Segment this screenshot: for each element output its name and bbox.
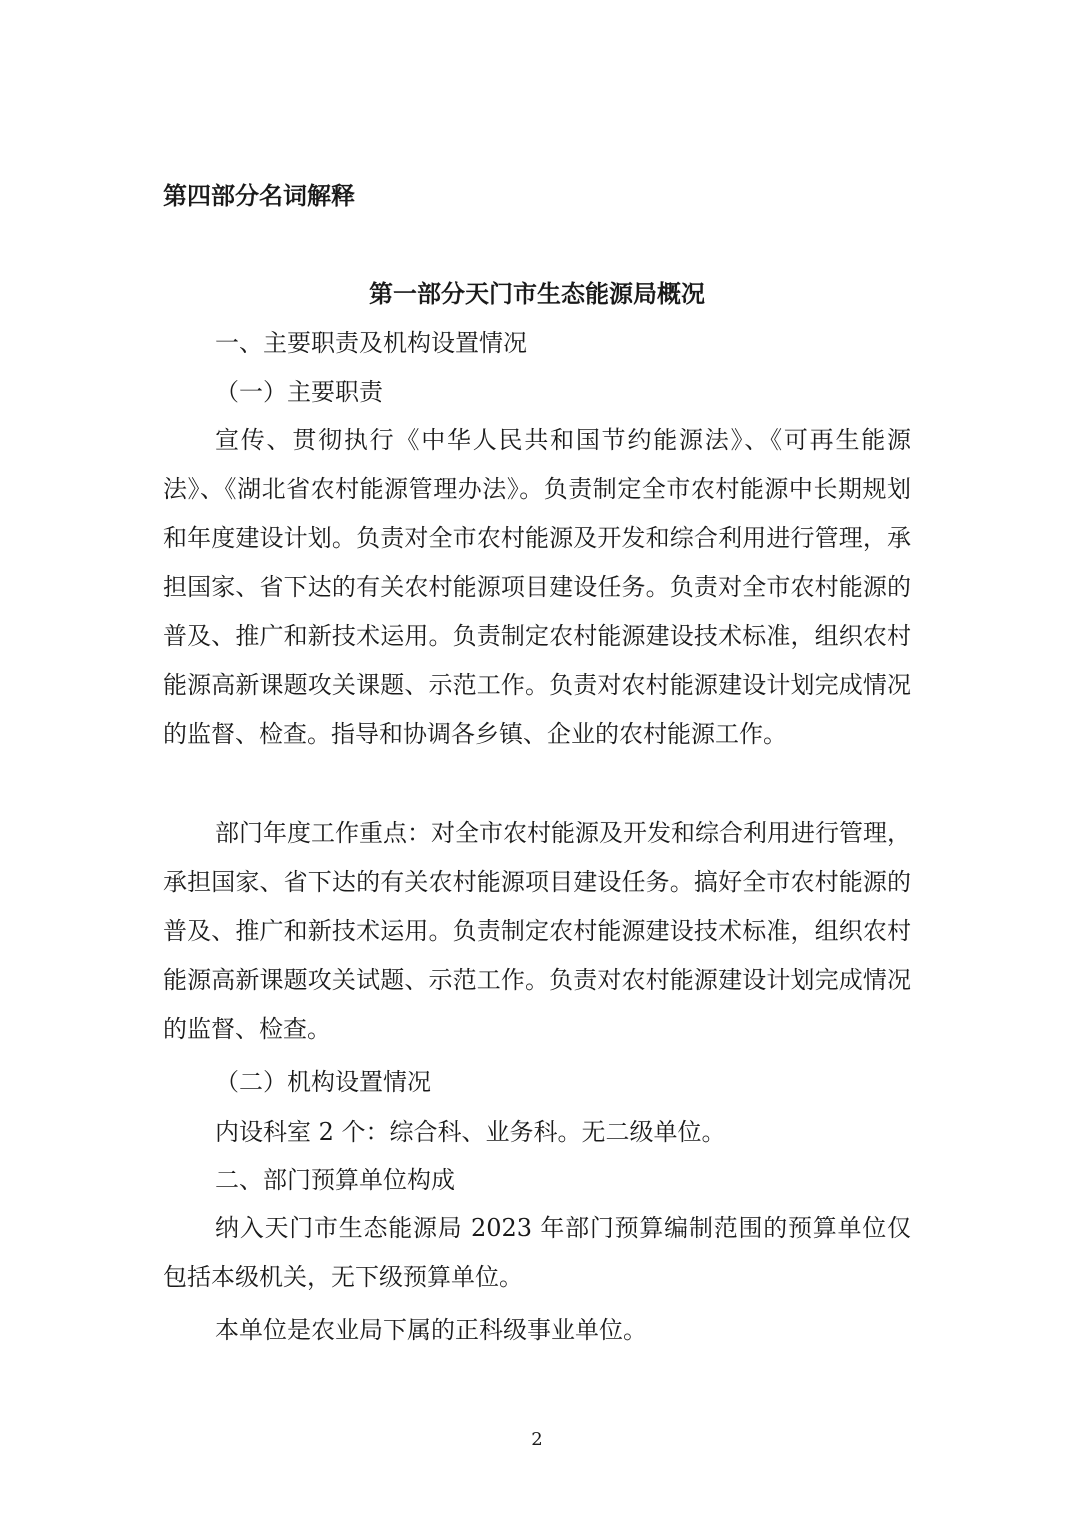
heading-budget-units: 二、部门预算单位构成 [215,1166,455,1194]
subheading-main-duties: （一）主要职责 [215,378,383,406]
heading-duties-structure: 一、主要职责及机构设置情况 [215,329,527,357]
paragraph-unit-level: 本单位是农业局下属的正科级事业单位。 [215,1316,647,1344]
subheading-structure: （二）机构设置情况 [215,1068,431,1096]
paragraph-budget-scope: 纳入天门市生态能源局 2023 年部门预算编制范围的预算单位仅包括本级机关，无下级预算单位。 [163,1214,911,1291]
paragraph-main-duties: 宣传、贯彻执行《中华人民共和国节约能源法》、《可再生能源法》、《湖北省农村能源管理办法》。负责制定全市农村能源中长期规划和年度建设计划。负责对全市农村能源及开发和综合利用进行管理，承担国家、省下达的有关农村能源项目建设任务。负责对全市农村能源的普及、推广和新技术运用。负责制定农村能源建设技术标准，组织农村能源高新课题攻关课题、示范工作。负责对农村能源建设计划完成情况的监督、检查。指导和协调各乡镇、企业的农村能源工作。 [163,426,911,748]
section-title: 第一部分天门市生态能源局概况 [369,280,705,308]
paragraph-annual-focus: 部门年度工作重点：对全市农村能源及开发和综合利用进行管理，承担国家、省下达的有关农村能源项目建设任务。搞好全市农村能源的普及、推广和新技术运用。负责制定农村能源建设技术标准，组织农村能源高新课题攻关试题、示范工作。负责对农村能源建设计划完成情况的监督、检查。 [163,819,911,1043]
paragraph-internal-departments: 内设科室 2 个：综合科、业务科。无二级单位。 [215,1118,726,1146]
page-number: 2 [531,1429,543,1450]
part-heading: 第四部分名词解释 [163,182,355,210]
